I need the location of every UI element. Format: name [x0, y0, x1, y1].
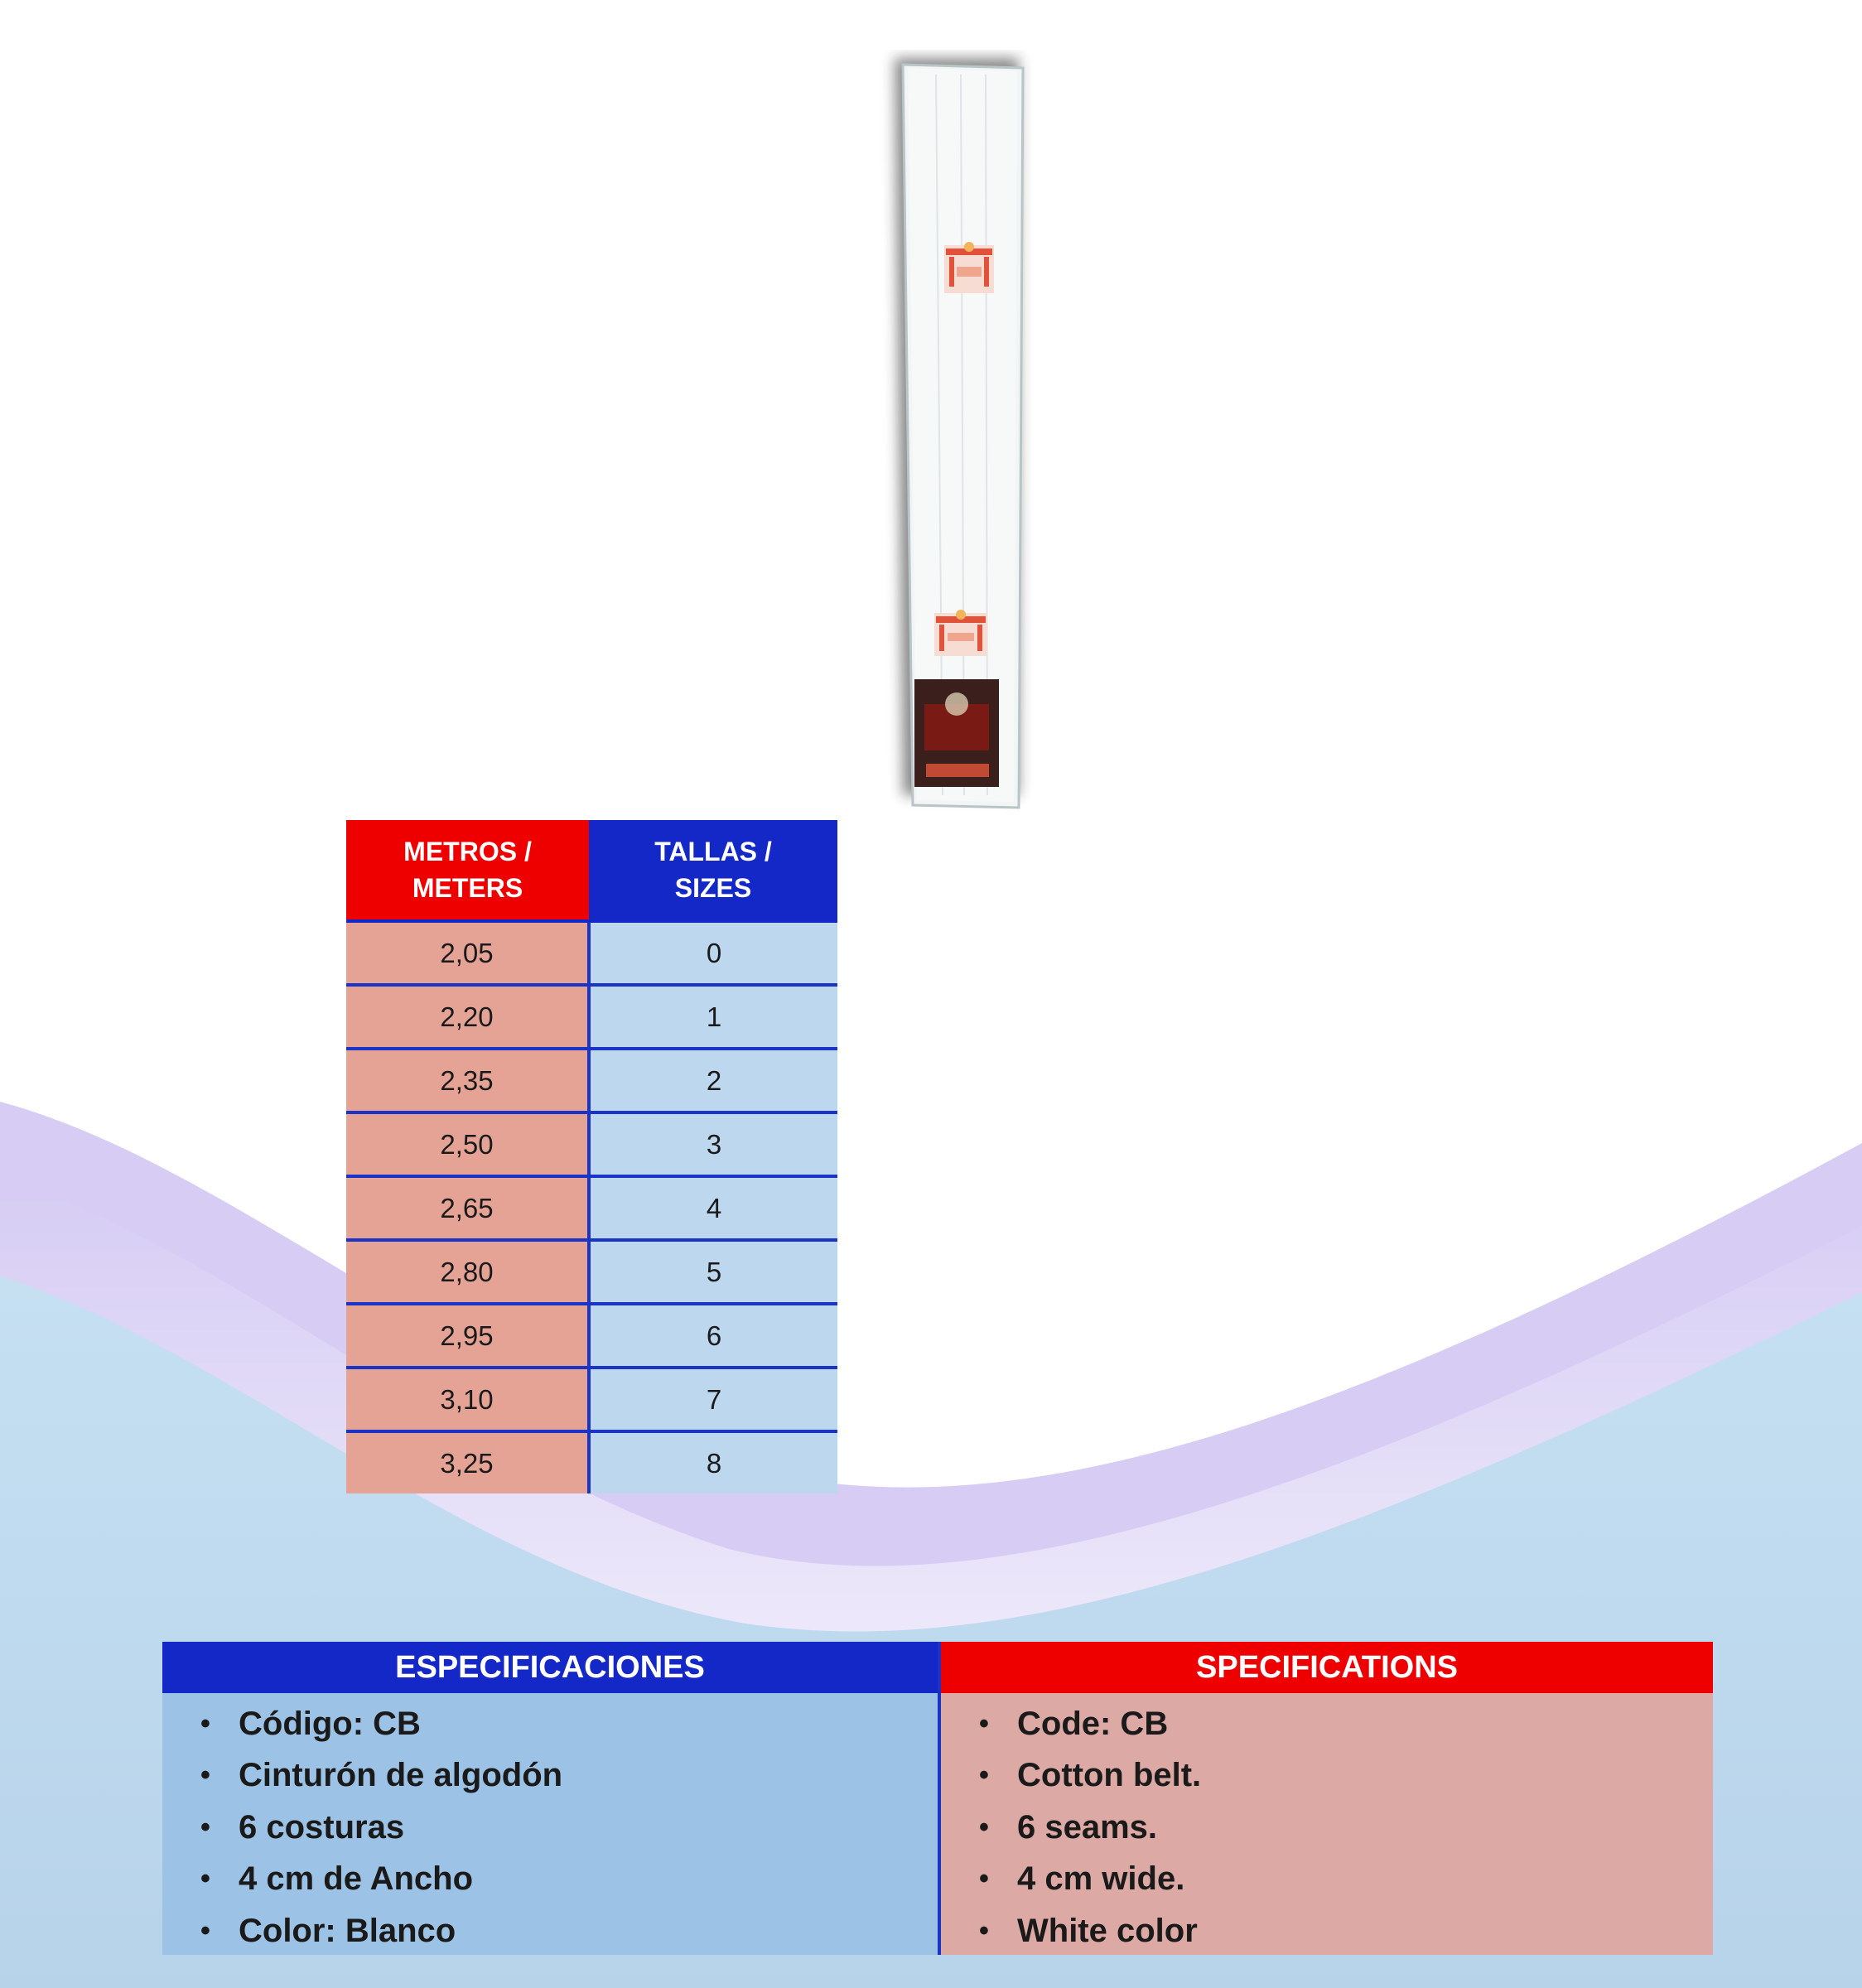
size-table-header: [346, 820, 837, 921]
spec-text: 6 costuras: [239, 1808, 405, 1846]
bullet-icon: •: [979, 1811, 989, 1843]
white-cotton-belt-image: [878, 50, 1035, 812]
specifications-box: [162, 1642, 1713, 1955]
size-cell: 6: [589, 1304, 837, 1368]
size-cell: 0: [589, 921, 837, 985]
bullet-icon: •: [200, 1863, 210, 1895]
size-cell: 1: [589, 985, 837, 1049]
meters-cell: 3,25: [346, 1431, 589, 1493]
meters-cell: 2,35: [346, 1049, 589, 1112]
table-row: [346, 1431, 837, 1493]
belt-brand-tag: [914, 679, 999, 787]
list-item: [941, 1698, 1713, 1750]
specifications-english-title: SPECIFICATIONS: [941, 1642, 1713, 1693]
list-item: [941, 1905, 1713, 1957]
meters-cell: 3,10: [346, 1368, 589, 1431]
belt-logo-label-top: [944, 242, 994, 293]
header-sizes-line1: TALLAS /: [654, 837, 772, 866]
list-item: [162, 1750, 938, 1802]
specifications-english: [941, 1642, 1713, 1955]
table-row: [346, 985, 837, 1049]
belt-logo-label-bottom: [934, 610, 987, 656]
spec-text: Cotton belt.: [1017, 1757, 1202, 1794]
list-item: [162, 1802, 938, 1854]
spec-text: Color: Blanco: [239, 1912, 456, 1949]
size-cell: 4: [589, 1176, 837, 1240]
table-row: [346, 1240, 837, 1304]
header-meters-line2: METERS: [412, 873, 523, 903]
bullet-icon: •: [979, 1863, 989, 1895]
table-row: [346, 1049, 837, 1112]
bullet-icon: •: [979, 1914, 989, 1947]
spec-text: Código: CB: [239, 1705, 421, 1742]
bullet-icon: •: [200, 1914, 210, 1947]
header-meters: [346, 820, 589, 921]
list-item: [941, 1854, 1713, 1906]
size-cell: 5: [589, 1240, 837, 1304]
size-cell: 7: [589, 1368, 837, 1431]
meters-cell: 2,05: [346, 921, 589, 985]
bullet-icon: •: [979, 1759, 989, 1792]
meters-cell: 2,20: [346, 985, 589, 1049]
specifications-spanish: [162, 1642, 941, 1955]
meters-cell: 2,80: [346, 1240, 589, 1304]
size-cell: 8: [589, 1431, 837, 1493]
list-item: [162, 1698, 938, 1750]
table-row: [346, 1368, 837, 1431]
meters-cell: 2,65: [346, 1176, 589, 1240]
specifications-spanish-title: ESPECIFICACIONES: [162, 1642, 938, 1693]
spec-text: 4 cm wide.: [1017, 1860, 1185, 1898]
list-item: [941, 1750, 1713, 1802]
bullet-icon: •: [200, 1707, 210, 1740]
table-row: [346, 1304, 837, 1368]
list-item: [162, 1905, 938, 1957]
spec-text: Code: CB: [1017, 1705, 1169, 1742]
header-sizes-line2: SIZES: [674, 873, 752, 903]
bullet-icon: •: [979, 1707, 989, 1740]
meters-cell: 2,50: [346, 1112, 589, 1176]
specifications-english-list: [941, 1693, 1713, 1957]
meters-cell: 2,95: [346, 1304, 589, 1368]
table-row: [346, 921, 837, 985]
size-cell: 2: [589, 1049, 837, 1112]
specifications-spanish-list: [162, 1693, 938, 1957]
spec-text: Cinturón de algodón: [239, 1757, 563, 1794]
list-item: [941, 1802, 1713, 1854]
list-item: [162, 1854, 938, 1906]
spec-text: 4 cm de Ancho: [239, 1860, 474, 1898]
bullet-icon: •: [200, 1811, 210, 1843]
table-row: [346, 1112, 837, 1176]
belt-product-image: [878, 50, 1035, 812]
spec-text: White color: [1017, 1912, 1198, 1949]
size-table: [346, 820, 837, 1493]
table-row: [346, 1176, 837, 1240]
header-meters-line1: METROS /: [403, 837, 532, 866]
header-sizes: [589, 820, 837, 921]
spec-text: 6 seams.: [1017, 1808, 1158, 1846]
bullet-icon: •: [200, 1759, 210, 1792]
size-cell: 3: [589, 1112, 837, 1176]
